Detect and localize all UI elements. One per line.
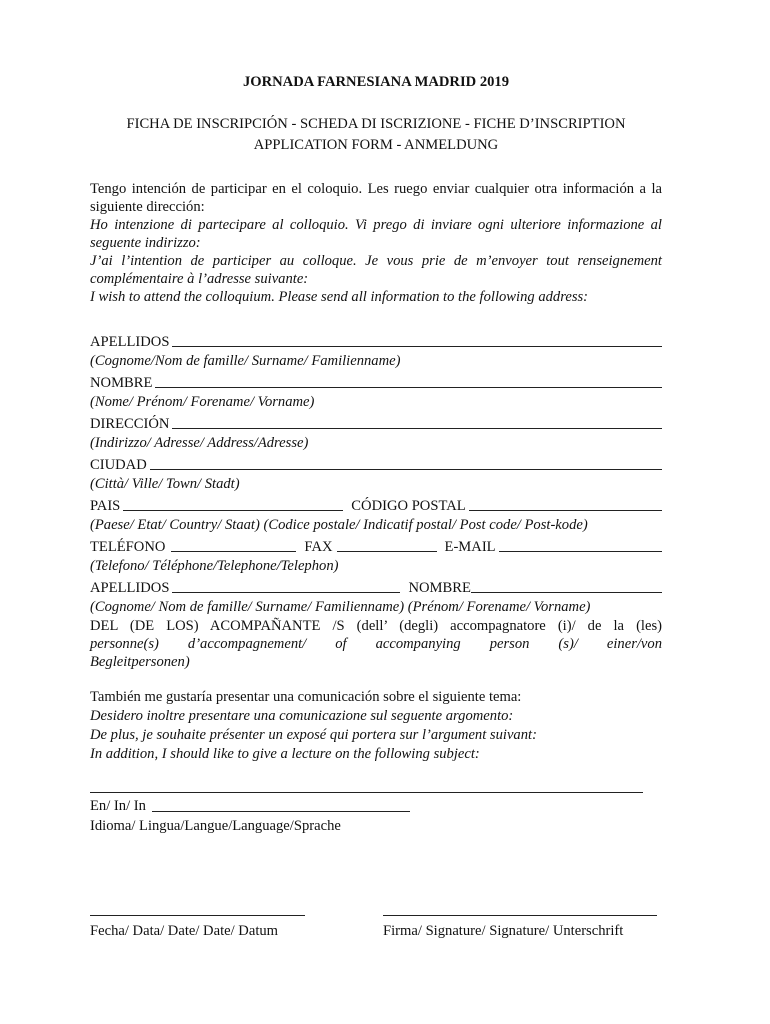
surname-field[interactable] [172, 346, 662, 347]
language-field[interactable] [152, 811, 410, 812]
language-row [90, 797, 662, 816]
city-label: CIUDAD [90, 457, 147, 473]
date-column [90, 915, 305, 940]
phone-field[interactable] [171, 551, 296, 552]
city-hint: (Città/ Ville/ Town/ Stadt) [90, 476, 240, 492]
companion-hint: (Cognome/ Nom de famille/ Surname/ Familienname) (Prénom/ Forename/ Vorname) [90, 599, 591, 615]
city-row [90, 453, 662, 474]
lecture-french: De plus, je souhaite présenter un exposé qui portera sur l’argument suivant: [90, 727, 537, 743]
companion-description [90, 617, 662, 671]
language-label: Idioma/ Lingua/Langue/Language/Sprache [90, 818, 341, 834]
postal-code-field[interactable] [469, 510, 662, 511]
companion-line-3-text: Begleitpersonen) [90, 654, 190, 670]
signature-field[interactable] [383, 915, 657, 916]
country-postal-hint: (Paese/ Etat/ Country/ Staat) (Codice postale/ Indicatif postal/ Post code/ Post-kode) [90, 517, 588, 533]
subtitle-line-2: APPLICATION FORM - ANMELDUNG [253, 137, 499, 153]
form-header [90, 72, 662, 156]
surname-row [90, 330, 662, 351]
lecture-italian: Desidero inoltre presentare una comunicazione sul seguente argomento: [90, 708, 514, 724]
intro-spanish: Tengo intención de participar en el coloquio. Les ruego enviar cualquier otra información a la siguiente dirección: [90, 181, 662, 215]
surname-label: APELLIDOS [90, 334, 170, 350]
fax-label: FAX [304, 539, 333, 555]
postal-code-label: CÓDIGO POSTAL [351, 498, 466, 514]
date-label: Fecha/ Data/ Date/ Date/ Datum [90, 923, 279, 939]
country-row [90, 494, 662, 515]
form-subtitle [90, 114, 662, 156]
companion-surname-field[interactable] [172, 592, 400, 593]
subtitle-line-1: FICHA DE INSCRIPCIÓN - SCHEDA DI ISCRIZIONE - FICHE D’INSCRIPTION [126, 116, 626, 132]
lecture-spanish: También me gustaría presentar una comunicación sobre el siguiente tema: [90, 689, 522, 705]
lecture-subject-field[interactable] [90, 792, 643, 793]
companion-line-2-text: personne(s) d’accompagnement/ of accompanying person (s)/ einer/von [90, 636, 662, 652]
companion-row [90, 576, 662, 597]
fax-field[interactable] [337, 551, 437, 552]
lecture-section [90, 688, 662, 837]
country-field[interactable] [123, 510, 343, 511]
surname-hint: (Cognome/Nom de famille/ Surname/ Familienname) [90, 353, 401, 369]
intro-paragraph [90, 180, 662, 306]
address-row [90, 412, 662, 433]
registration-form [90, 72, 662, 837]
city-field[interactable] [150, 469, 662, 470]
phone-row [90, 535, 662, 556]
companion-name-field[interactable] [471, 592, 662, 593]
address-hint: (Indirizzo/ Adresse/ Address/Adresse) [90, 435, 309, 451]
name-label: NOMBRE [90, 375, 153, 391]
intro-italian: Ho intenzione di partecipare al colloquio. Vi prego di inviare ogni ulteriore informazione al seguente indirizzo: [90, 217, 662, 251]
name-hint: (Nome/ Prénom/ Forename/ Vorname) [90, 394, 315, 410]
name-field[interactable] [155, 387, 662, 388]
language-in-label: En/ In/ In [90, 798, 146, 814]
name-row [90, 371, 662, 392]
phone-label: TELÉFONO [90, 539, 166, 555]
email-label: E-MAIL [444, 539, 496, 555]
email-field[interactable] [499, 551, 662, 552]
companion-surname-label: APELLIDOS [90, 580, 170, 596]
date-field[interactable] [90, 915, 305, 916]
lecture-english: In addition, I should like to give a lecture on the following subject: [90, 746, 480, 762]
intro-english: I wish to attend the colloquium. Please send all information to the following address: [90, 289, 589, 305]
address-fields [90, 330, 662, 671]
signature-column [383, 915, 657, 940]
intro-french: J’ai l’intention de participer au colloque. Je vous prie de m’envoyer tout renseignement complémentaire à l’adresse suivante: [90, 253, 662, 287]
form-title: JORNADA FARNESIANA MADRID 2019 [242, 74, 510, 90]
phone-hint: (Telefono/ Téléphone/Telephone/Telephon) [90, 558, 339, 574]
address-field[interactable] [172, 428, 662, 429]
address-label: DIRECCIÓN [90, 416, 170, 432]
companion-description-line-1 [90, 617, 662, 635]
companion-name-label: NOMBRE [408, 580, 471, 596]
signature-label: Firma/ Signature/ Signature/ Unterschrift [383, 923, 624, 939]
country-label: PAIS [90, 498, 121, 514]
companion-line-1-text: DEL (DE LOS) ACOMPAÑANTE /S (dell’ (degli) accompagnatore (i)/ de la (les) [90, 618, 662, 634]
